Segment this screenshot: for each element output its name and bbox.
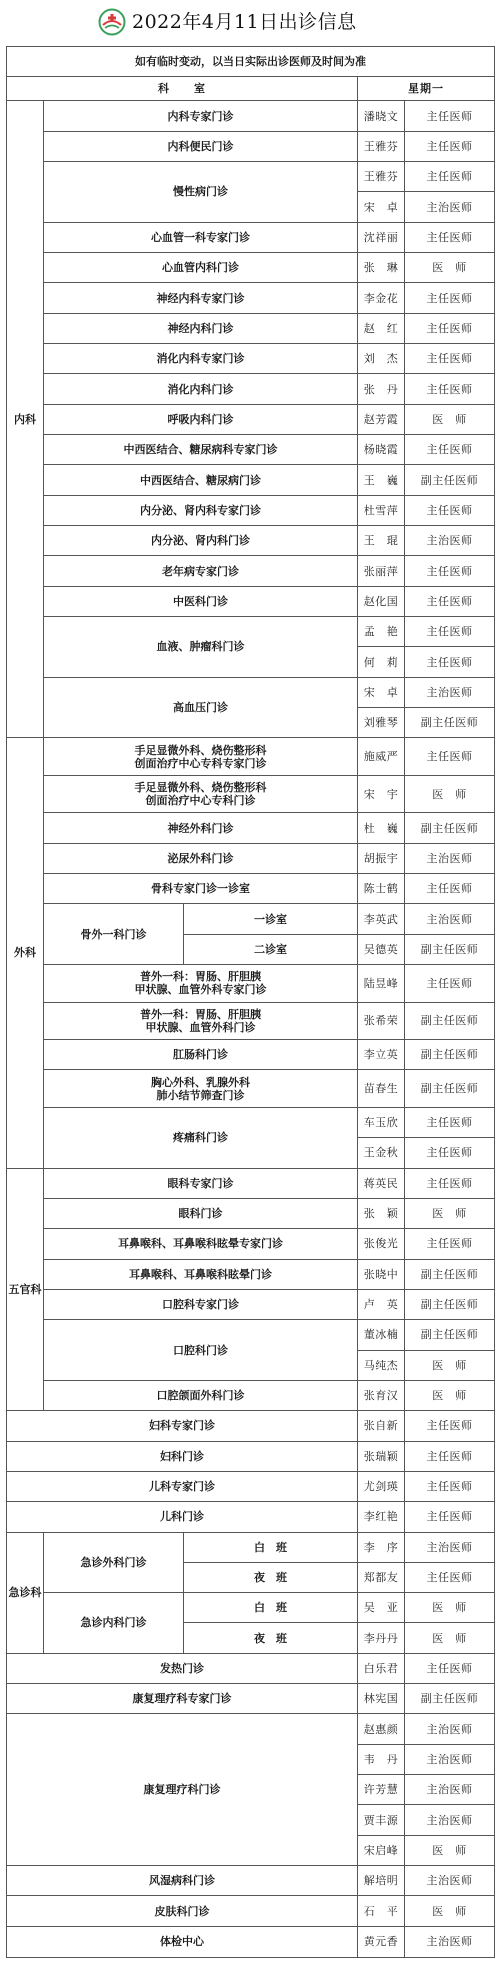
doctor-title-cell: 主任医师 (405, 101, 495, 131)
doctor-name-cell: 李红艳 (358, 1502, 405, 1532)
doctor-name-cell: 王雅芬 (358, 162, 405, 192)
clinic-name-cell: 骨科专家门诊一诊室 (44, 874, 358, 904)
table-row (7, 1684, 495, 1714)
doctor-name-cell: 李金花 (358, 283, 405, 313)
table-row (7, 313, 495, 343)
table-row (7, 1198, 495, 1228)
doctor-title-cell: 主任医师 (405, 1138, 495, 1168)
doctor-title-cell: 主治医师 (405, 192, 495, 222)
department-name-cell: 内科 (7, 101, 44, 738)
table-row (7, 526, 495, 556)
clinic-name-cell: 内分泌、肾内科门诊 (44, 526, 358, 556)
clinic-name-cell: 内科专家门诊 (44, 101, 358, 131)
clinic-name-cell: 儿科门诊 (7, 1502, 358, 1532)
doctor-title-cell: 主任医师 (405, 374, 495, 404)
table-row (7, 813, 495, 843)
doctor-title-cell: 主治医师 (405, 1866, 495, 1896)
clinic-name-cell: 口腔科门诊 (44, 1320, 358, 1381)
doctor-title-cell: 医 师 (405, 1896, 495, 1926)
doctor-title-cell: 主任医师 (405, 1168, 495, 1198)
table-row (7, 131, 495, 161)
doctor-title-cell: 主任医师 (405, 162, 495, 192)
doctor-name-cell: 贾丰源 (358, 1805, 405, 1835)
doctor-title-cell: 副主任医师 (405, 1320, 495, 1350)
clinic-name-cell: 慢性病门诊 (44, 162, 358, 223)
session-label-cell: 一诊室 (184, 904, 358, 934)
doctor-name-cell: 赵惠颜 (358, 1714, 405, 1744)
table-row (7, 1380, 495, 1410)
doctor-name-cell: 许芳慧 (358, 1775, 405, 1805)
clinic-name-cell: 肛肠科门诊 (44, 1040, 358, 1070)
doctor-name-cell: 张 丹 (358, 374, 405, 404)
doctor-title-cell: 主任医师 (405, 131, 495, 161)
doctor-title-cell: 主任医师 (405, 1502, 495, 1532)
doctor-title-cell: 主治医师 (405, 677, 495, 707)
doctor-name-cell: 李英武 (358, 904, 405, 934)
doctor-title-cell: 主治医师 (405, 843, 495, 873)
doctor-name-cell: 黄元香 (358, 1926, 405, 1957)
doctor-title-cell: 主治医师 (405, 904, 495, 934)
table-row (7, 1714, 495, 1744)
doctor-name-cell: 李 序 (358, 1532, 405, 1562)
table-row (7, 965, 495, 1003)
clinic-name-cell: 康复理疗科专家门诊 (7, 1684, 358, 1714)
doctor-title-cell: 副主任医师 (405, 1684, 495, 1714)
doctor-title-cell: 主任医师 (405, 495, 495, 525)
table-row (7, 77, 495, 101)
doctor-title-cell: 主任医师 (405, 1107, 495, 1137)
doctor-name-cell: 李立英 (358, 1040, 405, 1070)
clinic-name-cell: 心血管一科专家门诊 (44, 222, 358, 252)
table-row (7, 1107, 495, 1137)
doctor-title-cell: 主任医师 (405, 647, 495, 677)
doctor-title-cell: 医 师 (405, 1198, 495, 1228)
doctor-title-cell: 主任医师 (405, 738, 495, 776)
doctor-name-cell: 张俊光 (358, 1229, 405, 1259)
doctor-name-cell: 尤剑瑛 (358, 1471, 405, 1501)
doctor-name-cell: 赵化国 (358, 586, 405, 616)
doctor-name-cell: 沈祥丽 (358, 222, 405, 252)
doctor-title-cell: 副主任医师 (405, 1040, 495, 1070)
clinic-name-cell: 耳鼻喉科、耳鼻喉科眩晕门诊 (44, 1259, 358, 1289)
doctor-title-cell: 主治医师 (405, 1775, 495, 1805)
table-row (7, 677, 495, 707)
doctor-title-cell: 医 师 (405, 1380, 495, 1410)
clinic-name-cell: 眼科专家门诊 (44, 1168, 358, 1198)
clinic-name-cell: 老年病专家门诊 (44, 556, 358, 586)
table-row (7, 1411, 495, 1441)
doctor-name-cell: 郑都友 (358, 1562, 405, 1592)
table-row (7, 344, 495, 374)
table-row (7, 586, 495, 616)
doctor-name-cell: 杨晓霞 (358, 435, 405, 465)
table-row (7, 1040, 495, 1070)
doctor-name-cell: 宋启峰 (358, 1835, 405, 1865)
doctor-title-cell: 主治医师 (405, 1744, 495, 1774)
doctor-title-cell: 主任医师 (405, 1653, 495, 1683)
doctor-name-cell: 董冰楠 (358, 1320, 405, 1350)
table-row (7, 1259, 495, 1289)
clinic-name-cell: 神经内科专家门诊 (44, 283, 358, 313)
doctor-name-cell: 苗春生 (358, 1070, 405, 1108)
doctor-title-cell: 医 师 (405, 775, 495, 813)
session-label-cell: 二诊室 (184, 934, 358, 964)
doctor-title-cell: 副主任医师 (405, 465, 495, 495)
doctor-name-cell: 张自新 (358, 1411, 405, 1441)
header-day-cell: 星期一 (358, 77, 495, 101)
table-row (7, 904, 495, 934)
table-row (7, 222, 495, 252)
clinic-name-cell: 骨外一科门诊 (44, 904, 184, 965)
clinic-name-cell: 中西医结合、糖尿病门诊 (44, 465, 358, 495)
doctor-name-cell: 宋 卓 (358, 192, 405, 222)
doctor-title-cell: 主任医师 (405, 874, 495, 904)
clinic-name-cell: 消化内科专家门诊 (44, 344, 358, 374)
hospital-logo (98, 8, 126, 36)
doctor-name-cell: 张 颖 (358, 1198, 405, 1228)
table-row (7, 1320, 495, 1350)
doctor-name-cell: 蒋英民 (358, 1168, 405, 1198)
doctor-name-cell: 张丽萍 (358, 556, 405, 586)
table-row (7, 1229, 495, 1259)
doctor-name-cell: 王金秋 (358, 1138, 405, 1168)
doctor-title-cell: 主治医师 (405, 1805, 495, 1835)
doctor-name-cell: 林宪国 (358, 1684, 405, 1714)
doctor-name-cell: 吴德英 (358, 934, 405, 964)
table-row (7, 775, 495, 813)
doctor-name-cell: 张希荣 (358, 1002, 405, 1040)
table-row (7, 1070, 495, 1108)
clinic-name-cell: 体检中心 (7, 1926, 358, 1957)
table-row (7, 1653, 495, 1683)
clinic-name-cell: 神经外科门诊 (44, 813, 358, 843)
doctor-title-cell: 主任医师 (405, 344, 495, 374)
clinic-name-cell: 胸心外科、乳腺外科 肺小结节筛查门诊 (44, 1070, 358, 1108)
doctor-title-cell: 主治医师 (405, 1714, 495, 1744)
doctor-name-cell: 王 巍 (358, 465, 405, 495)
clinic-name-cell: 心血管内科门诊 (44, 253, 358, 283)
table-row (7, 874, 495, 904)
doctor-title-cell: 医 师 (405, 253, 495, 283)
department-name-cell: 急诊科 (7, 1532, 44, 1653)
doctor-title-cell: 主任医师 (405, 1562, 495, 1592)
clinic-name-cell: 皮肤科门诊 (7, 1896, 358, 1926)
session-label-cell: 夜 班 (184, 1562, 358, 1592)
table-row (7, 1471, 495, 1501)
clinic-name-cell: 疼痛科门诊 (44, 1107, 358, 1168)
doctor-title-cell: 主治医师 (405, 1926, 495, 1957)
doctor-title-cell: 主任医师 (405, 617, 495, 647)
clinic-name-cell: 普外一科：胃肠、肝胆胰 甲状腺、血管外科门诊 (44, 1002, 358, 1040)
doctor-name-cell: 韦 丹 (358, 1744, 405, 1774)
clinic-name-cell: 急诊内科门诊 (44, 1593, 184, 1654)
doctor-name-cell: 王 琨 (358, 526, 405, 556)
doctor-name-cell: 张 琳 (358, 253, 405, 283)
doctor-name-cell: 马纯杰 (358, 1350, 405, 1380)
doctor-name-cell: 宋 卓 (358, 677, 405, 707)
table-row (7, 465, 495, 495)
doctor-name-cell: 何 莉 (358, 647, 405, 677)
session-label-cell: 白 班 (184, 1593, 358, 1623)
table-row (7, 1002, 495, 1040)
clinic-name-cell: 中医科门诊 (44, 586, 358, 616)
table-row (7, 1593, 495, 1623)
doctor-title-cell: 主任医师 (405, 435, 495, 465)
clinic-name-cell: 泌尿外科门诊 (44, 843, 358, 873)
clinic-name-cell: 儿科专家门诊 (7, 1471, 358, 1501)
doctor-name-cell: 宋 宇 (358, 775, 405, 813)
table-row (7, 1896, 495, 1926)
doctor-name-cell: 李丹丹 (358, 1623, 405, 1653)
clinic-name-cell: 内分泌、肾内科专家门诊 (44, 495, 358, 525)
doctor-title-cell: 医 师 (405, 1623, 495, 1653)
table-row (7, 738, 495, 776)
doctor-title-cell: 副主任医师 (405, 813, 495, 843)
doctor-title-cell: 副主任医师 (405, 1259, 495, 1289)
clinic-name-cell: 康复理疗科门诊 (7, 1714, 358, 1866)
clinic-name-cell: 普外一科：胃肠、肝胆胰 甲状腺、血管外科专家门诊 (44, 965, 358, 1003)
doctor-name-cell: 刘雅琴 (358, 708, 405, 738)
doctor-name-cell: 杜雪萍 (358, 495, 405, 525)
session-label-cell: 夜 班 (184, 1623, 358, 1653)
department-name-cell: 外科 (7, 738, 44, 1168)
doctor-title-cell: 主任医师 (405, 283, 495, 313)
schedule-table (6, 46, 495, 1958)
table-row (7, 101, 495, 131)
doctor-title-cell: 副主任医师 (405, 708, 495, 738)
doctor-name-cell: 杜 巍 (358, 813, 405, 843)
doctor-title-cell: 副主任医师 (405, 1289, 495, 1319)
doctor-name-cell: 张瑞颖 (358, 1441, 405, 1471)
doctor-title-cell: 副主任医师 (405, 1070, 495, 1108)
doctor-title-cell: 主任医师 (405, 965, 495, 1003)
doctor-title-cell: 医 师 (405, 1350, 495, 1380)
doctor-name-cell: 白乐君 (358, 1653, 405, 1683)
doctor-title-cell: 主治医师 (405, 1532, 495, 1562)
clinic-name-cell: 眼科门诊 (44, 1198, 358, 1228)
clinic-name-cell: 血液、肿瘤科门诊 (44, 617, 358, 678)
table-row (7, 162, 495, 192)
doctor-title-cell: 主任医师 (405, 222, 495, 252)
header-department-cell: 科 室 (7, 77, 358, 101)
table-row (7, 435, 495, 465)
doctor-title-cell: 副主任医师 (405, 1002, 495, 1040)
doctor-name-cell: 车玉欣 (358, 1107, 405, 1137)
table-row (7, 1502, 495, 1532)
doctor-name-cell: 张育汉 (358, 1380, 405, 1410)
table-row (7, 1532, 495, 1562)
table-row (7, 1441, 495, 1471)
table-row (7, 374, 495, 404)
clinic-name-cell: 高血压门诊 (44, 677, 358, 738)
clinic-name-cell: 消化内科门诊 (44, 374, 358, 404)
department-name-cell: 五官科 (7, 1168, 44, 1411)
doctor-title-cell: 医 师 (405, 404, 495, 434)
table-row (7, 253, 495, 283)
table-row (7, 47, 495, 77)
clinic-name-cell: 手足显微外科、烧伤整形科 创面治疗中心专科专家门诊 (44, 738, 358, 776)
page-header (0, 0, 500, 46)
table-row (7, 495, 495, 525)
table-row (7, 1926, 495, 1957)
doctor-title-cell: 主任医师 (405, 556, 495, 586)
session-label-cell: 白 班 (184, 1532, 358, 1562)
doctor-name-cell: 陆昱峰 (358, 965, 405, 1003)
table-row (7, 843, 495, 873)
doctor-title-cell: 医 师 (405, 1835, 495, 1865)
doctor-title-cell: 主任医师 (405, 586, 495, 616)
table-row (7, 1289, 495, 1319)
doctor-name-cell: 赵芳霞 (358, 404, 405, 434)
clinic-name-cell: 口腔科专家门诊 (44, 1289, 358, 1319)
doctor-name-cell: 孟 艳 (358, 617, 405, 647)
table-row (7, 617, 495, 647)
doctor-title-cell: 主任医师 (405, 1471, 495, 1501)
table-row (7, 1168, 495, 1198)
clinic-name-cell: 妇科门诊 (7, 1441, 358, 1471)
doctor-name-cell: 解培明 (358, 1866, 405, 1896)
clinic-name-cell: 内科便民门诊 (44, 131, 358, 161)
clinic-name-cell: 发热门诊 (7, 1653, 358, 1683)
doctor-name-cell: 王雅芬 (358, 131, 405, 161)
table-row (7, 1866, 495, 1896)
clinic-name-cell: 急诊外科门诊 (44, 1532, 184, 1593)
page-title: 2022年4月11日出诊信息 (132, 11, 357, 33)
doctor-title-cell: 主任医师 (405, 1441, 495, 1471)
clinic-name-cell: 妇科专家门诊 (7, 1411, 358, 1441)
notice-cell: 如有临时变动，以当日实际出诊医师及时间为准 (7, 47, 495, 77)
doctor-name-cell: 石 平 (358, 1896, 405, 1926)
doctor-name-cell: 陈士鹤 (358, 874, 405, 904)
clinic-name-cell: 风湿病科门诊 (7, 1866, 358, 1896)
doctor-title-cell: 主任医师 (405, 1229, 495, 1259)
doctor-name-cell: 潘晓文 (358, 101, 405, 131)
doctor-name-cell: 刘 杰 (358, 344, 405, 374)
doctor-title-cell: 副主任医师 (405, 934, 495, 964)
doctor-name-cell: 胡振宇 (358, 843, 405, 873)
table-row (7, 404, 495, 434)
doctor-name-cell: 张晓中 (358, 1259, 405, 1289)
clinic-name-cell: 中西医结合、糖尿病科专家门诊 (44, 435, 358, 465)
table-row (7, 556, 495, 586)
table-row (7, 283, 495, 313)
clinic-name-cell: 神经内科门诊 (44, 313, 358, 343)
doctor-name-cell: 赵 红 (358, 313, 405, 343)
clinic-name-cell: 口腔颌面外科门诊 (44, 1380, 358, 1410)
doctor-name-cell: 吴 亚 (358, 1593, 405, 1623)
doctor-title-cell: 医 师 (405, 1593, 495, 1623)
clinic-name-cell: 手足显微外科、烧伤整形科 创面治疗中心专科门诊 (44, 775, 358, 813)
doctor-name-cell: 施威严 (358, 738, 405, 776)
doctor-name-cell: 卢 英 (358, 1289, 405, 1319)
clinic-name-cell: 呼吸内科门诊 (44, 404, 358, 434)
doctor-title-cell: 主任医师 (405, 313, 495, 343)
doctor-title-cell: 主任医师 (405, 1411, 495, 1441)
clinic-name-cell: 耳鼻喉科、耳鼻喉科眩晕专家门诊 (44, 1229, 358, 1259)
doctor-title-cell: 主治医师 (405, 526, 495, 556)
